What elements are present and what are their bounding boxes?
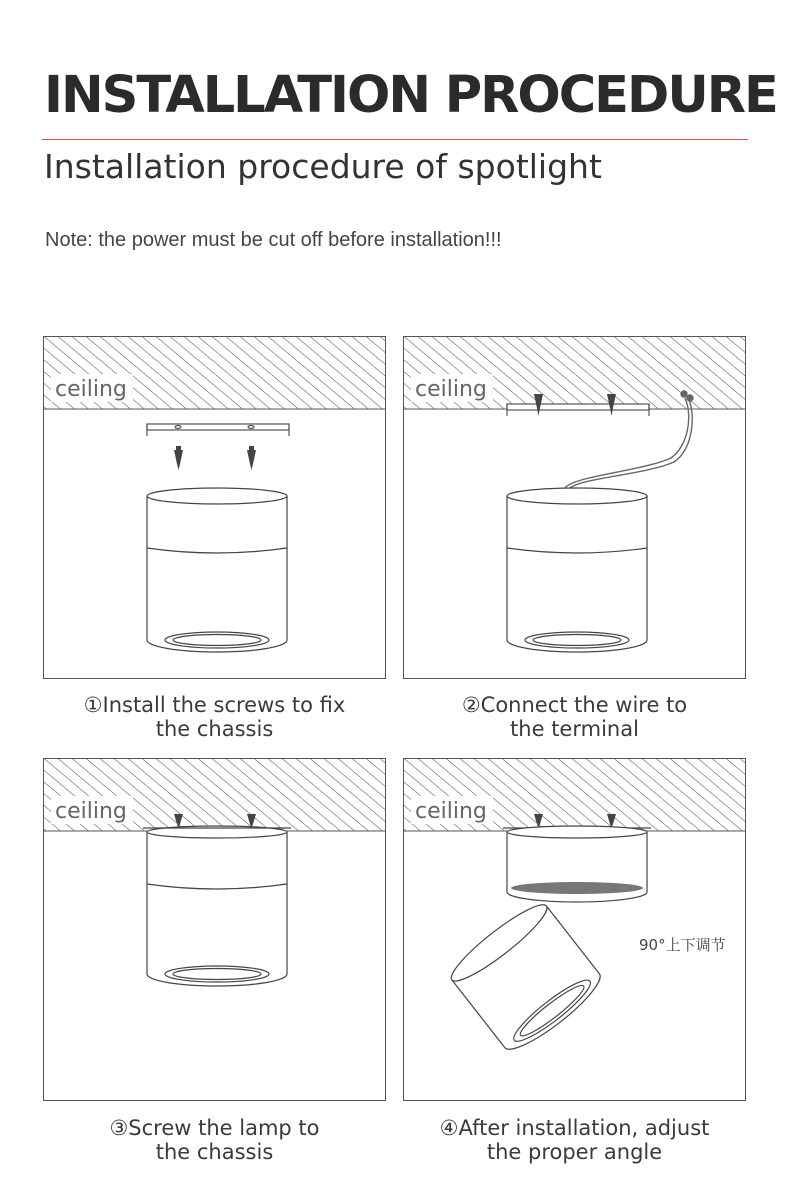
step-4-illustration <box>403 758 746 1101</box>
step-1-caption-line2: the chassis <box>155 717 274 741</box>
step-3-caption-line1: ③Screw the lamp to <box>109 1116 320 1140</box>
step-2-illustration <box>403 336 746 679</box>
step-2-caption-line1: ②Connect the wire to <box>461 693 688 717</box>
step-2-caption-line2: the terminal <box>510 717 639 741</box>
step-4-caption <box>403 1116 746 1164</box>
rotation-annotation: 90°上下调节 <box>639 936 726 954</box>
step-3-caption-line2: the chassis <box>155 1140 274 1164</box>
step-1-caption-line1: ①Install the screws to fix <box>83 693 346 717</box>
step-4-caption-line1: ④After installation, adjust <box>439 1116 710 1140</box>
step-2-panel <box>403 336 746 679</box>
step-3-panel <box>43 758 386 1101</box>
step-3-caption <box>43 1116 386 1164</box>
step-2-caption <box>403 693 746 741</box>
page-subtitle: Installation procedure of spotlight <box>44 147 602 186</box>
ceiling-label: ceiling <box>55 799 127 824</box>
page-title: INSTALLATION PROCEDURE <box>44 66 777 125</box>
step-1-illustration <box>43 336 386 679</box>
step-3-illustration <box>43 758 386 1101</box>
step-4-panel <box>403 758 746 1101</box>
spotlight-lamp <box>147 488 287 652</box>
step-1-caption <box>43 693 386 741</box>
ceiling-label: ceiling <box>415 799 487 824</box>
ceiling-label: ceiling <box>415 377 487 402</box>
step-4-caption-line2: the proper angle <box>486 1140 663 1164</box>
safety-note: Note: the power must be cut off before installation!!! <box>45 229 502 251</box>
ceiling-label: ceiling <box>55 377 127 402</box>
spotlight-lamp <box>507 488 647 652</box>
lamp-base <box>503 826 651 902</box>
spotlight-lamp <box>143 826 291 986</box>
step-1-panel <box>43 336 386 679</box>
title-divider <box>42 139 748 140</box>
